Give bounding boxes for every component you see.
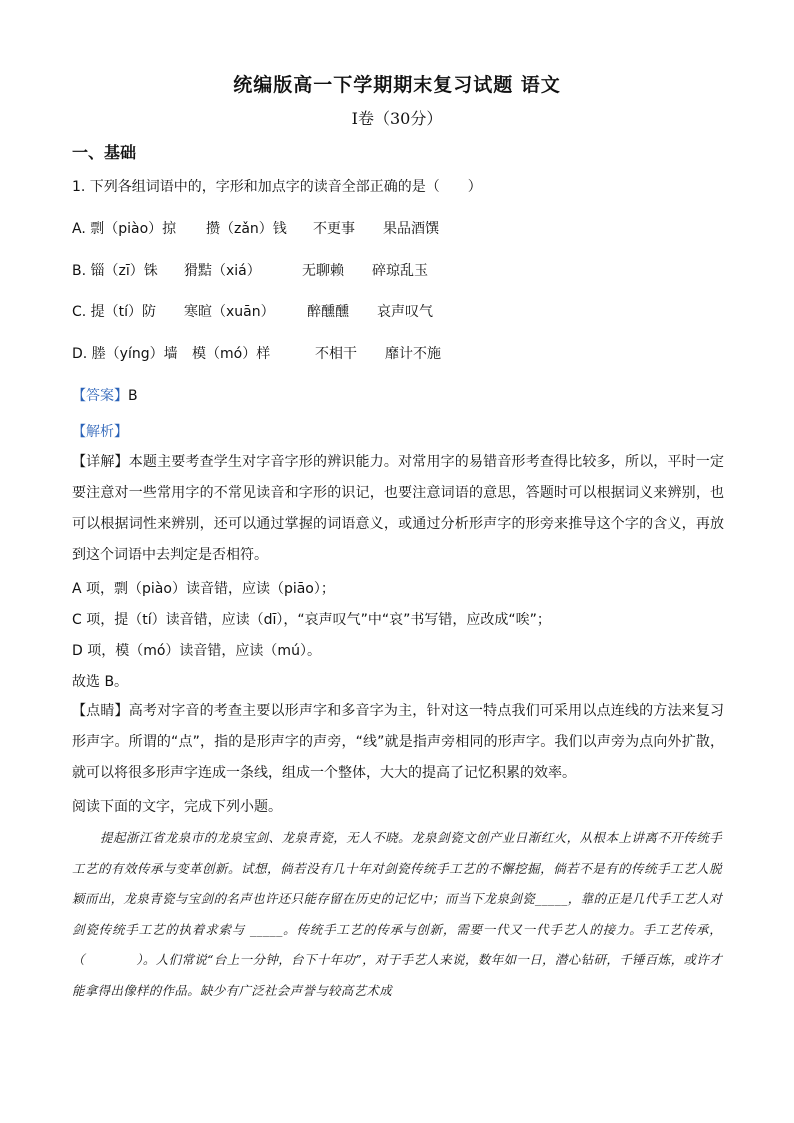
option-a-word-2: 攒（zǎn）钱: [206, 221, 287, 237]
question-stem: 1. 下列各组词语中的，字形和加点字的读音全部正确的是（ ）: [72, 179, 482, 195]
option-d-word-1: D. 塍（yíng）墙: [72, 346, 178, 362]
option-c-word-2: 寒暄（xuān）: [184, 304, 275, 320]
option-c-word-1: C. 提（tí）防: [72, 304, 157, 320]
tip-text: 高考对字音的考查主要以形声字和多音字为主，针对这一特点我们可采用以点连线的方法来复习形声字。所谓的“点”，指的是形声字的声旁，“线”就是指声旁相同的形声字。我们以声旁为点向外扩散，就可以将很多形声字连成一条线，组成一个整体，大大的提高了记忆积累的效率。: [72, 703, 725, 781]
option-c-word-4: 哀声叹气: [377, 304, 433, 320]
reading-prompt: 阅读下面的文字，完成下列小题。: [72, 799, 282, 815]
option-c-word-3: 醉醺醺: [307, 304, 349, 320]
option-d-word-2: 模（mó）样: [192, 346, 271, 362]
detail-text: 本题主要考查学生对字音字形的辨识能力。对常用字的易错音形考查得比较多，所以，平时一定要注意对一些常用字的不常见读音和字形的识记，也要注意词语的意思，答题时可以根据词义来辨别，也可以根据词性来辨别，还可以通过掌握的词语意义，或通过分析形声字的形旁来推导这个字的含义，再放到这个词语中去判定是否相符。: [72, 454, 725, 563]
detail-paragraph: [72, 447, 724, 571]
option-b-word-2: 猾黠（xiá）: [184, 263, 261, 279]
option-a: [72, 218, 439, 238]
option-a-word-1: A. 剽（piào）掠: [72, 221, 177, 237]
page-title: 统编版高一下学期期末复习试题 语文: [233, 74, 561, 96]
option-c: [72, 301, 433, 321]
tip-tag: 【点睛】: [72, 703, 129, 719]
option-a-word-4: 果品酒馔: [383, 221, 439, 237]
option-b: [72, 260, 428, 280]
option-b-word-3: 无聊赖: [302, 263, 344, 279]
tip-paragraph: [72, 696, 724, 789]
option-d-word-3: 不相干: [315, 346, 357, 362]
explanation-item-a: A 项，剽（piào）读音错，应读（piāo）；: [72, 581, 335, 597]
explanation-item-d: D 项，模（mó）读音错，应读（mú）。: [72, 643, 321, 659]
final-choice: 故选 B。: [72, 674, 129, 690]
option-b-word-4: 碎琼乱玉: [372, 263, 428, 279]
section-heading: 一、基础: [72, 143, 137, 162]
analysis-tag: 【解析】: [72, 424, 128, 440]
answer-value: B: [128, 388, 138, 404]
analysis-line: [72, 421, 128, 441]
option-a-word-3: 不更事: [313, 221, 355, 237]
answer-tag: 【答案】: [72, 388, 128, 404]
reading-passage: 提起浙江省龙泉市的龙泉宝剑、龙泉青瓷，无人不晓。龙泉剑瓷文创产业日渐红火，从根本上讲离不开传统手工艺的有效传承与变革创新。试想，倘若没有几十年对剑瓷传统手工艺的不懈挖掘，倘若不是有的传统手工艺人脱颖而出，龙泉青瓷与宝剑的名声也许还只能存留在历史的记忆中；而当下龙泉剑瓷_____，靠的正是几代手工艺人对剑瓷传统手工艺的执着求索与 _____。传统手工艺的传承与创新，需要一代又一代手艺人的接力。手工艺传承，（ ）。人们常说“台上一分钟，台下十年功”，对于手艺人来说，数年如一日，潜心钻研，千锤百炼，或许才能拿得出像样的作品。缺少有广泛社会声誉与较高艺术成: [72, 830, 722, 998]
explanation-item-c: C 项，提（tí）读音错，应读（dī），“哀声叹气”中“哀”书写错，应改成“唉”；: [72, 612, 551, 628]
option-d: [72, 343, 441, 363]
detail-tag: 【详解】: [72, 454, 129, 470]
page-subtitle: Ⅰ卷（30分）: [351, 109, 443, 128]
answer-line: [72, 385, 138, 405]
option-d-word-4: 靡计不施: [385, 346, 441, 362]
option-b-word-1: B. 锱（zī）铢: [72, 263, 158, 279]
